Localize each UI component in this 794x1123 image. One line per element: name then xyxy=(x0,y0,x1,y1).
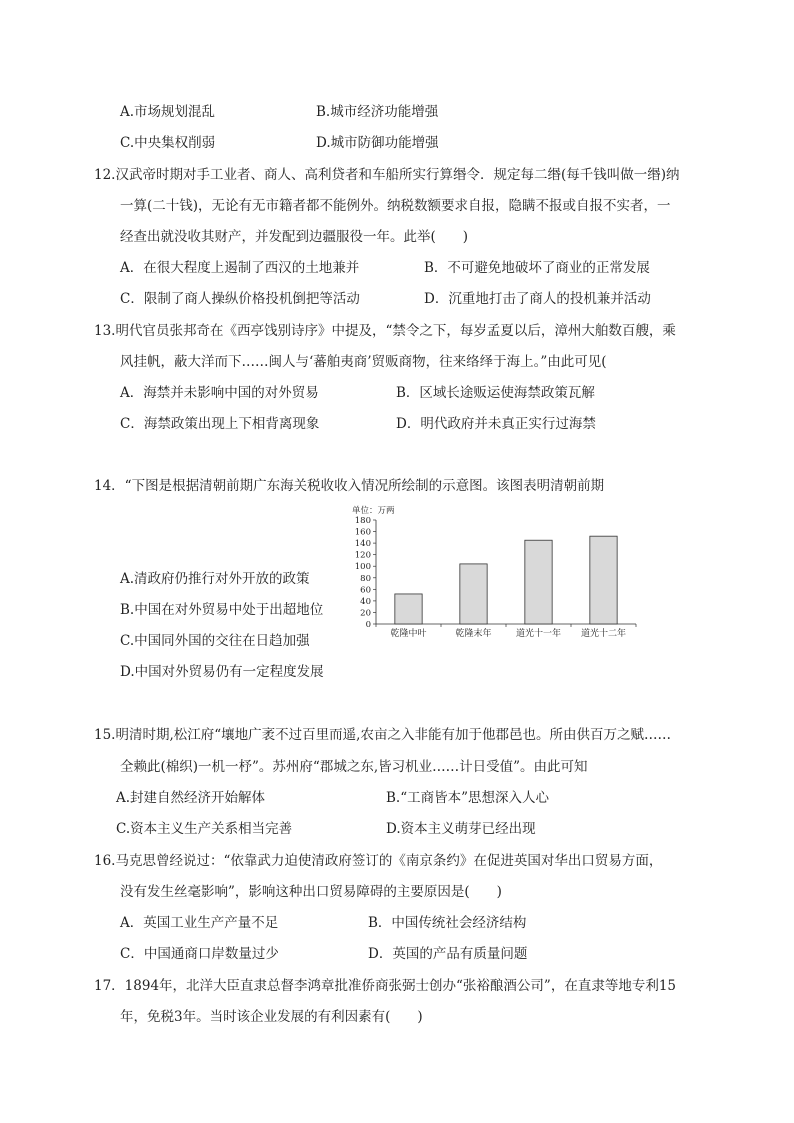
q17-stem-line-2: 年，免税3年。当时该企业发展的有利因素有( ) xyxy=(120,1009,423,1025)
q16-option-c: C．中国通商口岸数量过少 xyxy=(120,946,279,962)
q16-option-b: B．中国传统社会经济结构 xyxy=(368,915,527,931)
chart-y-tick-label: 160 xyxy=(354,527,371,538)
q13-option-c: C．海禁政策出现上下相背离现象 xyxy=(120,416,320,432)
q16-stem-line-1: 16.马克思曾经说过：“依靠武力迫使清政府签订的《南京条约》在促进英国对华出口贸易方面， xyxy=(94,853,663,869)
q15-stem-line-2: 全赖此(棉织)一机一杼”。苏州府“郡城之东,皆习机业……计日受值”。由此可知 xyxy=(120,759,588,775)
q13-stem-line-2: 风挂帆，蔽大洋而下……闽人与‘蕃舶夷商’贸贩商物，往来络绎于海上。”由此可见( xyxy=(120,354,607,370)
chart-y-tick-label: 20 xyxy=(360,608,371,619)
q12-stem-line-3: 经查出就没收其财产，并发配到边疆服役一年。此举( ) xyxy=(120,229,469,245)
q12-stem-line-1: 12.汉武帝时期对手工业者、商人、高利贷者和车船所实行算缗令．规定每二缗(每千钱叫做一缗)纳 xyxy=(94,167,680,183)
q16-option-a: A．英国工业生产产量不足 xyxy=(120,915,279,931)
chart-bar xyxy=(395,594,422,624)
chart-x-tick-label: 道光十一年 xyxy=(515,629,562,639)
q14-option-a: A.清政府仍推行对外开放的政策 xyxy=(120,571,310,587)
q15-stem-line-1: 15.明清时期,松江府“壤地广袤不过百里而遥,农亩之入非能有加于他郡邑也。所由供百万之赋…… xyxy=(94,727,671,743)
chart-bar xyxy=(590,536,617,624)
q14-stem-line-1: 14．“下图是根据清朝前期广东海关税收收入情况所绘制的示意图。该图表明清朝前期 xyxy=(94,478,605,494)
chart-y-tick-label: 180 xyxy=(354,516,371,526)
chart-y-tick-label: 140 xyxy=(354,539,371,550)
chart-y-tick-label: 80 xyxy=(360,573,371,584)
q16-stem-line-2: 没有发生丝毫影响”，影响这种出口贸易障碍的主要原因是( ) xyxy=(120,884,502,900)
chart-y-tick-label: 60 xyxy=(360,585,371,596)
chart-y-tick-label: 0 xyxy=(365,620,371,630)
q13-option-d: D．明代政府并未真正实行过海禁 xyxy=(396,416,596,432)
q14-option-d: D.中国对外贸易仍有一定程度发展 xyxy=(120,664,324,680)
q12-stem-line-2: 一算(二十钱)，无论有无市籍者都不能例外。纳税数额要求自报，隐瞒不报或自报不实者，一 xyxy=(120,198,671,214)
q11-option-b: B.城市经济功能增强 xyxy=(316,104,439,120)
chart-y-tick-label: 120 xyxy=(354,550,371,561)
chart-y-tick-label: 40 xyxy=(360,596,371,607)
q16-option-d: D．英国的产品有质量问题 xyxy=(368,946,528,962)
chart-x-labels xyxy=(376,624,636,639)
q15-option-d: D.资本主义萌芽已经出现 xyxy=(386,821,536,837)
chart-x-tick-label: 乾隆末年 xyxy=(455,629,492,639)
chart-bar xyxy=(460,564,487,624)
chart-y-ticks xyxy=(355,516,376,630)
q15-option-c: C.资本主义生产关系相当完善 xyxy=(116,821,293,837)
q12-option-a: A．在很大程度上遏制了西汉的土地兼并 xyxy=(120,260,360,276)
q15-option-b: B.“工商皆本”思想深入人心 xyxy=(386,790,550,806)
q12-option-c: C．限制了商人操纵价格投机倒把等活动 xyxy=(120,291,360,307)
q14-option-b: B.中国在对外贸易中处于出超地位 xyxy=(120,602,324,618)
chart-y-tick-label: 100 xyxy=(354,562,371,573)
chart-bars xyxy=(395,536,617,624)
q11-option-d: D.城市防御功能增强 xyxy=(316,135,439,151)
chart-x-tick-label: 乾隆中叶 xyxy=(390,629,427,639)
chart-x-tick-label: 道光十二年 xyxy=(580,629,627,639)
q15-option-a: A.封建自然经济开始解体 xyxy=(116,790,266,806)
q13-option-b: B．区域长途贩运使海禁政策瓦解 xyxy=(396,385,595,401)
q13-stem-line-1: 13.明代官员张邦奇在《西亭饯别诗序》中提及，“禁令之下，每岁孟夏以后，漳州大舶数百艘，乘 xyxy=(94,323,676,339)
chart-bar xyxy=(525,540,552,624)
q11-option-a: A.市场规划混乱 xyxy=(120,104,216,120)
q11-option-c: C.中央集权削弱 xyxy=(120,135,216,151)
q12-option-d: D．沉重地打击了商人的投机兼并活动 xyxy=(424,291,651,307)
q14-option-c: C.中国同外国的交往在日趋加强 xyxy=(120,633,310,649)
q17-stem-line-1: 17．1894年，北洋大臣直隶总督李鸿章批准侨商张弼士创办“张裕酿酒公司”，在直隶等地专利15 xyxy=(94,978,677,994)
customs-revenue-bar-chart xyxy=(340,502,640,642)
q12-option-b: B．不可避免地破坏了商业的正常发展 xyxy=(424,260,650,276)
q13-option-a: A．海禁并未影响中国的对外贸易 xyxy=(120,385,319,401)
chart-unit-label: 单位：万两 xyxy=(352,506,395,516)
